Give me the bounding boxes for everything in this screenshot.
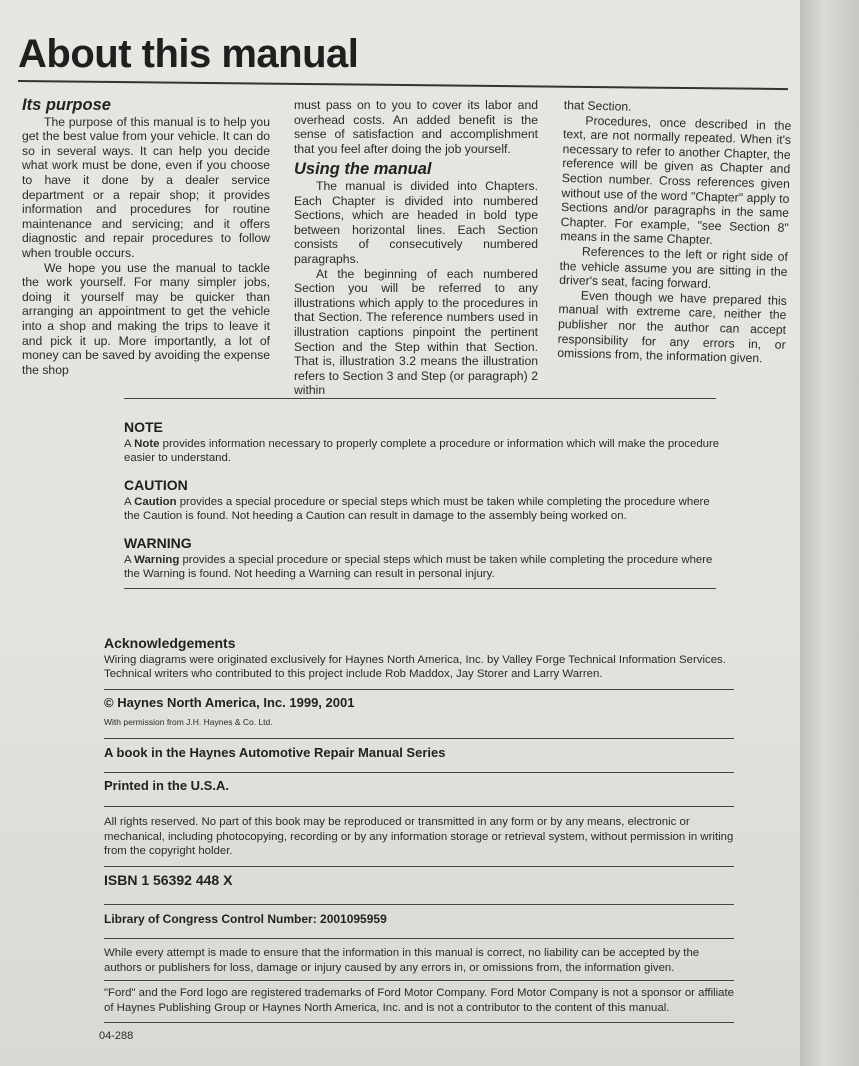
ford-text: "Ford" and the Ford logo are registered trademarks of Ford Motor Company. Ford Motor Company is not a sponsor or affiliate of Haynes Publishing Group or Haynes North America, Inc. and is not a contributor to the content of this manual. [104, 987, 735, 1014]
rule [104, 980, 734, 981]
page-number: 04-288 [99, 1030, 134, 1042]
warning-text: A Warning provides a special procedure or special steps which must be taken while completing the procedure where the Warning is found. Not heeding a Warning can result in personal injury. [124, 553, 713, 580]
caution-box [124, 478, 724, 524]
rule [104, 938, 734, 939]
ford-block [104, 986, 736, 1015]
using-paragraph-1: The manual is divided into Chapters. Each Chapter is divided into numbered Sections, which are headed in bold type between horizontal lines. Each Section consists of consecutively numbered paragraphs. [294, 178, 538, 266]
copyright-block [104, 696, 736, 729]
acknowledgements [104, 636, 736, 682]
ack-heading: Acknowledgements [104, 635, 236, 651]
ack-text: Wiring diagrams were originated exclusively for Haynes North America, Inc. by Valley Forge Technical Information Services. Technical writers who contributed to this project include Rob Maddox, Jay Storer and Larry Warren. [104, 653, 726, 680]
isbn-line: ISBN 1 56392 448 X [104, 872, 233, 888]
caution-heading: CAUTION [124, 477, 188, 493]
using-paragraph-4: Procedures, once described in the text, are not normally repeated. When it's necessary to refer to another Chapter, the reference will be given as Chapter and Section number. Cross references given without use of the word "Chapter" apply to Sections and/or paragraphs in the same Chapter. For example, "see Section 8" means in the same Chapter. [560, 113, 792, 248]
rule [104, 772, 734, 773]
rights-text: All rights reserved. No part of this book may be reproduced or transmitted in any form or by any means, electronic or mechanical, including photocopying, recording or by any information storage or retrieval system, without permission in writing from the copyright holder. [104, 816, 734, 857]
liability-text: While every attempt is made to ensure that the information in this manual is correct, no liability can be accepted by the authors or publishers for loss, damage or injury caused by any errors in, or omissions from, the information given. [104, 947, 700, 974]
purpose-heading: Its purpose [22, 96, 111, 114]
purpose-paragraph-3: must pass on to you to cover its labor and overhead costs. An added benefit is the sense of satisfaction and accomplishment that you feel after doing the job yourself. [294, 98, 538, 156]
note-text: A Note provides information necessary to properly complete a procedure or information which will make the procedure easier to understand. [124, 437, 720, 464]
using-paragraph-6: Even though we have prepared this manual with extreme care, neither the publisher nor the author can accept responsibility for any errors in, or omissions from, the information given. [557, 288, 787, 366]
isbn-block [104, 873, 736, 890]
rule [104, 689, 734, 690]
column-1 [22, 98, 270, 377]
series-line: A book in the Haynes Automotive Repair Manual Series [104, 745, 446, 760]
loc-block [104, 912, 736, 927]
column-2 [294, 98, 538, 398]
notice-top-rule [124, 398, 716, 399]
using-paragraph-2: At the beginning of each numbered Section you will be referred to any illustrations which apply to the procedures in that Section. The reference numbers used in illustration captions pinpoint the pertinent Section and the Step within that Section. That is, illustration 3.2 means the illustration refers to Section 3 and Step (or paragraph) 2 within [294, 266, 538, 398]
using-paragraph-3: that Section. [563, 98, 632, 114]
notice-bottom-rule [124, 588, 716, 589]
note-box [124, 420, 724, 466]
note-heading: NOTE [124, 419, 163, 435]
rule [104, 904, 734, 905]
permission-line: With permission from J.H. Haynes & Co. Ltd. [104, 716, 273, 727]
copyright-line: © Haynes North America, Inc. 1999, 2001 [104, 695, 355, 710]
series-block [104, 746, 736, 761]
title-rule [18, 80, 788, 90]
rule [104, 806, 734, 807]
loc-line: Library of Congress Control Number: 2001095959 [104, 912, 387, 926]
page-title: About this manual [18, 32, 359, 76]
printed-block [104, 779, 736, 794]
column-3 [557, 98, 792, 367]
using-heading: Using the manual [294, 160, 432, 179]
printed-line: Printed in the U.S.A. [104, 778, 229, 793]
rule [104, 1022, 734, 1023]
page-edge [800, 0, 859, 1066]
rights-block [104, 815, 736, 859]
rule [104, 866, 734, 867]
using-paragraph-5: References to the left or right side of the vehicle assume you are sitting in the driver's seat, facing forward. [559, 244, 789, 292]
warning-heading: WARNING [124, 535, 192, 551]
warning-box [124, 536, 724, 582]
liability-block [104, 946, 736, 975]
purpose-paragraph-2: We hope you use the manual to tackle the work yourself. For many simpler jobs, doing it yourself may be quicker than arranging an appointment to get the vehicle into a shop and making the trips to leave it and pick it up. More importantly, a lot of money can be saved by avoiding the expense the shop [22, 260, 270, 377]
rule [104, 738, 734, 739]
caution-text: A Caution provides a special procedure or special steps which must be taken while completing the procedure where the Caution is found. Not heeding a Caution can result in damage to the assembly being worked on. [124, 495, 710, 522]
purpose-paragraph-1: The purpose of this manual is to help you get the best value from your vehicle. It can do so in several ways. It can help you decide what work must be done, even if you choose to have it done by a dealer service department or a repair shop; it provides information and procedures for routine maintenance and servicing; and it offers diagnostic and repair procedures to follow when trouble occurs. [22, 114, 270, 260]
